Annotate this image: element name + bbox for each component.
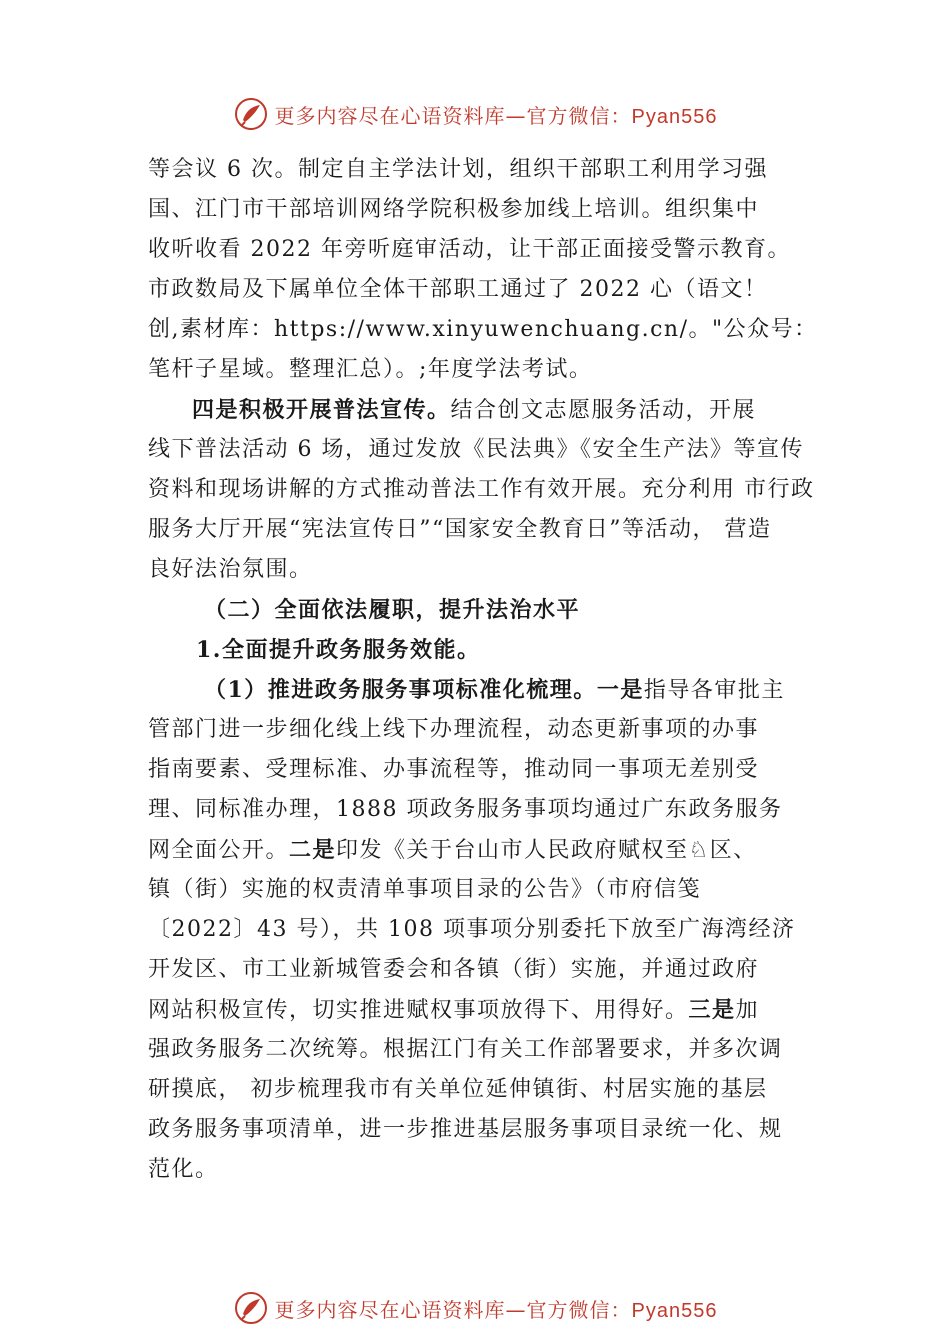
subsection-heading: 1.全面提升政务服务效能。 [196, 637, 481, 663]
text-line: 服务大厅开展“宪法宣传日”“国家安全教育日”等活动， 营造 [148, 517, 772, 542]
text-line: 范化。 [148, 1157, 219, 1182]
text-line: 理、同标准办理，1888 项政务服务事项均通过广东政务服务 [148, 797, 783, 822]
text-line: 指南要素、受理标准、办事流程等，推动同一事项无差别受 [148, 757, 760, 782]
section-heading: （二）全面依法履职，提升法治水平 [204, 597, 581, 623]
text-line: 强政务服务二次统筹。根据江门有关工作部署要求，并多次调 [148, 1037, 783, 1062]
text-line: 笔杆子星域。整理汇总）。;年度学法考试。 [148, 357, 593, 382]
text-line: 国、江门市干部培训网络学院积极参加线上培训。组织集中 [148, 197, 760, 222]
text-line: 市政数局及下属单位全体干部职工通过了 2022 心（语文！ [148, 277, 768, 302]
text-line: 管部门进一步细化线上线下办理流程，动态更新事项的办事 [148, 717, 760, 742]
text-line: 收听收看 2022 年旁听庭审活动，让干部正面接受警示教育。 [148, 237, 791, 262]
bold-heading: 四是积极开展普法宣传。 [192, 397, 451, 423]
text-line: 等会议 6 次。制定自主学法计划，组织干部职工利用学习强 [148, 157, 768, 182]
text-line: （1）推进政务服务事项标准化梳理。一是指导各审批主 [204, 677, 785, 703]
header-banner [0, 96, 950, 132]
header-banner-text: 更多内容尽在心语资料库—官方微信：Pyan556 [274, 103, 718, 128]
text-line: 四是积极开展普法宣传。结合创文志愿服务活动，开展 [192, 397, 757, 423]
text-line: 镇（街）实施的权责清单事项目录的公告》（市府信笺 [148, 877, 702, 902]
text-line: 〔2022〕43 号），共 108 项事项分别委托下放至广海湾经济 [148, 917, 796, 942]
text-line: 线下普法活动 6 场，通过发放《民法典》《安全生产法》等宣传 [148, 437, 804, 462]
footer-banner [0, 1290, 950, 1326]
document-body [148, 150, 838, 1190]
brand-logo-icon [233, 1290, 269, 1326]
text-line: 开发区、市工业新城管委会和各镇（街）实施，并通过政府 [148, 957, 760, 982]
text-line: 创,素材库：https://www.xinyuwenchuang.cn/。"公众号： [148, 317, 818, 342]
text-line: 政务服务事项清单，进一步推进基层服务事项目录统一化、规 [148, 1117, 783, 1142]
brand-logo-icon [233, 96, 269, 132]
footer-banner-text: 更多内容尽在心语资料库—官方微信：Pyan556 [274, 1297, 718, 1322]
text-line: 网全面公开。二是印发《关于台山市人民政府赋权至♘区、 [148, 837, 757, 863]
text-line: 网站积极宣传，切实推进赋权事项放得下、用得好。三是加 [148, 997, 760, 1023]
text-line: 资料和现场讲解的方式推动普法工作有效开展。充分利用 市行政 [148, 477, 815, 502]
text-line: 良好法治氛围。 [148, 557, 313, 582]
text-line: 研摸底， 初步梳理我市有关单位延伸镇街、村居实施的基层 [148, 1077, 768, 1102]
